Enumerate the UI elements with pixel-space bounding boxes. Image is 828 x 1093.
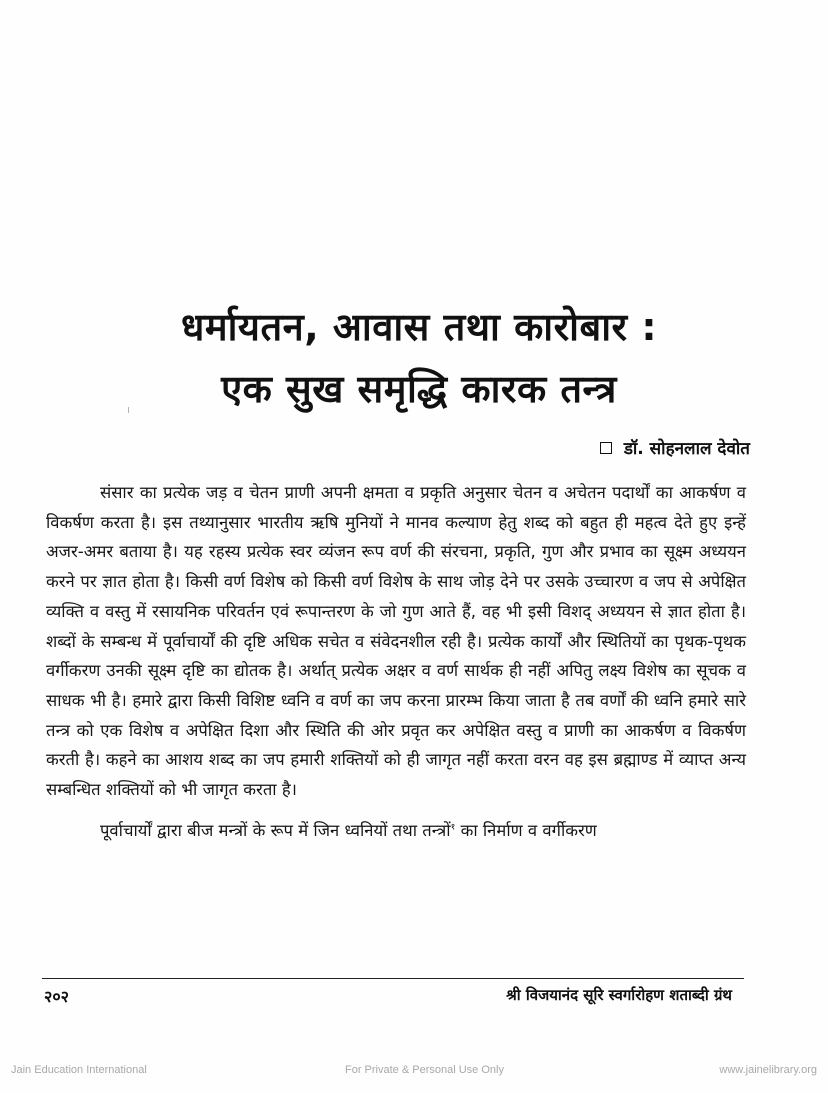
paragraph-2-end: का निर्माण व वर्गीकरण bbox=[455, 820, 597, 840]
paragraph-2 bbox=[46, 816, 746, 846]
title-line-2: एक सुख समृद्धि कारक तन्त्र bbox=[221, 367, 617, 411]
article-title bbox=[0, 296, 828, 420]
footer-divider bbox=[42, 978, 744, 979]
watermark-usage-note: For Private & Personal Use Only bbox=[345, 1064, 504, 1076]
author-byline bbox=[600, 436, 750, 459]
running-title: श्री विजयानंद सूरि स्वर्गारोहण शताब्दी ग्रंथ bbox=[506, 986, 732, 1004]
article-body bbox=[46, 478, 746, 845]
author-name: डॉ. सोहनलाल देवोत bbox=[623, 439, 750, 459]
title-line-1: धर्मायतन, आवास तथा कारोबार : bbox=[180, 305, 658, 349]
footnote-reference[interactable]: १ bbox=[450, 822, 456, 833]
page-number: २०२ bbox=[44, 987, 69, 1006]
watermark-publisher: Jain Education International bbox=[11, 1064, 147, 1076]
paragraph-2-start: पूर्वाचार्यों द्वारा बीज मन्त्रों के रूप में जिन ध्वनियों तथा तन्त्रों bbox=[100, 820, 451, 840]
square-bullet-icon bbox=[600, 442, 612, 454]
watermark-website-link[interactable]: www.jainelibrary.org bbox=[719, 1064, 817, 1076]
paragraph-1: संसार का प्रत्येक जड़ व चेतन प्राणी अपनी क्षमता व प्रकृति अनुसार चेतन व अचेतन पदार्थों का आकर्षण व विकर्षण करता है। इस तथ्यानुसार भारतीय ऋषि मुनियों ने मानव कल्याण हेतु शब्द को बहुत ही महत्व देते हुए इन्हें अजर-अमर बताया है। यह रहस्य प्रत्येक स्वर व्यंजन रूप वर्ण की संरचना, प्रकृति, गुण और प्रभाव का सूक्ष्म अध्ययन करने पर ज्ञात होता है। किसी वर्ण विशेष को किसी वर्ण विशेष के साथ जोड़ देने पर उसके उच्चारण व जप से अपेक्षित व्यक्ति व वस्तु में रसायनिक परिवर्तन एवं रूपान्तरण के जो गुण आते हैं, वह भी इसी विशद् अध्ययन से ज्ञात होता है। शब्दों के सम्बन्ध में पूर्वाचार्यों की दृष्टि अधिक सचेत व संवेदनशील रही है। प्रत्येक कार्यों और स्थितियों का पृथक-पृथक वर्गीकरण उनकी सूक्ष्म दृष्टि का द्योतक है। अर्थात् प्रत्येक अक्षर व वर्ण सार्थक ही नहीं अपितु लक्ष्य विशेष का सूचक व साधक भी है। हमारे द्वारा किसी विशिष्ट ध्वनि व वर्ण का जप करना प्रारम्भ किया जाता है तब वर्णों की ध्वनि हमारे सारे तन्त्र को एक विशेष व अपेक्षित दिशा और स्थिति की ओर प्रवृत कर अपेक्षित वस्तु व प्राणी का आकर्षण व विकर्षण करती है। कहने का आशय शब्द का जप हमारी शक्तियों को ही जागृत नहीं करता वरन वह इस ब्रह्माण्ड में व्याप्त अन्य सम्बन्धित शक्तियों को भी जागृत करता है। bbox=[46, 483, 746, 800]
